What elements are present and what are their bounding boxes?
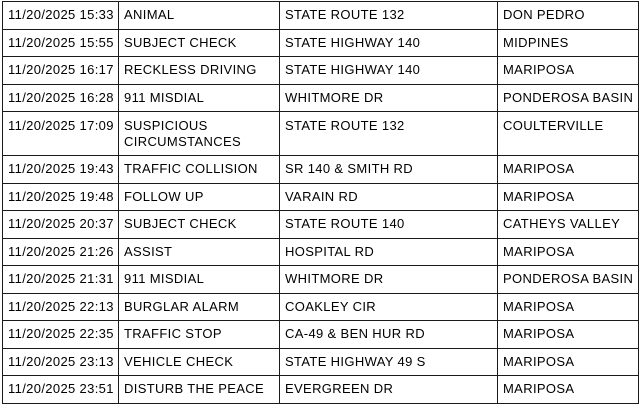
area-cell: DON PEDRO [498, 2, 639, 30]
datetime-cell: 11/20/2025 15:55 [3, 29, 119, 57]
table-row [3, 29, 639, 57]
datetime-cell: 11/20/2025 15:33 [3, 2, 119, 30]
datetime-cell: 11/20/2025 19:43 [3, 156, 119, 184]
table-row [3, 211, 639, 239]
call-type-cell: SUBJECT CHECK [119, 211, 280, 239]
call-type-cell: BURGLAR ALARM [119, 293, 280, 321]
location-cell: STATE HIGHWAY 140 [280, 57, 498, 85]
datetime-cell: 11/20/2025 21:26 [3, 238, 119, 266]
location-cell: STATE HIGHWAY 140 [280, 29, 498, 57]
area-cell: MARIPOSA [498, 156, 639, 184]
table-row [3, 183, 639, 211]
call-type-cell: TRAFFIC COLLISION [119, 156, 280, 184]
area-cell: MARIPOSA [498, 238, 639, 266]
location-cell: COAKLEY CIR [280, 293, 498, 321]
area-cell: PONDEROSA BASIN [498, 266, 639, 294]
table-row [3, 238, 639, 266]
area-cell: COULTERVILLE [498, 112, 639, 156]
table-row [3, 266, 639, 294]
call-type-cell: TRAFFIC STOP [119, 321, 280, 349]
area-cell: MARIPOSA [498, 321, 639, 349]
call-type-cell: SUBJECT CHECK [119, 29, 280, 57]
location-cell: WHITMORE DR [280, 266, 498, 294]
table-row [3, 376, 639, 404]
datetime-cell: 11/20/2025 22:13 [3, 293, 119, 321]
call-type-cell: RECKLESS DRIVING [119, 57, 280, 85]
call-type-cell: 911 MISDIAL [119, 266, 280, 294]
location-cell: STATE ROUTE 132 [280, 112, 498, 156]
call-type-cell: FOLLOW UP [119, 183, 280, 211]
datetime-cell: 11/20/2025 21:31 [3, 266, 119, 294]
table-row [3, 321, 639, 349]
call-type-cell: SUSPICIOUS CIRCUMSTANCES [119, 112, 280, 156]
area-cell: CATHEYS VALLEY [498, 211, 639, 239]
location-cell: STATE HIGHWAY 49 S [280, 348, 498, 376]
table-row [3, 2, 639, 30]
datetime-cell: 11/20/2025 23:51 [3, 376, 119, 404]
location-cell: EVERGREEN DR [280, 376, 498, 404]
area-cell: PONDEROSA BASIN [498, 84, 639, 112]
datetime-cell: 11/20/2025 19:48 [3, 183, 119, 211]
location-cell: STATE ROUTE 140 [280, 211, 498, 239]
call-type-cell: ANIMAL [119, 2, 280, 30]
datetime-cell: 11/20/2025 16:28 [3, 84, 119, 112]
call-type-cell: VEHICLE CHECK [119, 348, 280, 376]
call-type-cell: DISTURB THE PEACE [119, 376, 280, 404]
datetime-cell: 11/20/2025 16:17 [3, 57, 119, 85]
location-cell: HOSPITAL RD [280, 238, 498, 266]
area-cell: MARIPOSA [498, 183, 639, 211]
location-cell: WHITMORE DR [280, 84, 498, 112]
incident-log-table [2, 1, 639, 404]
datetime-cell: 11/20/2025 22:35 [3, 321, 119, 349]
location-cell: CA-49 & BEN HUR RD [280, 321, 498, 349]
location-cell: SR 140 & SMITH RD [280, 156, 498, 184]
call-type-cell: 911 MISDIAL [119, 84, 280, 112]
table-row [3, 57, 639, 85]
area-cell: MARIPOSA [498, 293, 639, 321]
table-row [3, 348, 639, 376]
table-row [3, 293, 639, 321]
table-row [3, 84, 639, 112]
location-cell: VARAIN RD [280, 183, 498, 211]
call-type-cell: ASSIST [119, 238, 280, 266]
table-row [3, 156, 639, 184]
area-cell: MARIPOSA [498, 57, 639, 85]
datetime-cell: 11/20/2025 20:37 [3, 211, 119, 239]
area-cell: MARIPOSA [498, 348, 639, 376]
area-cell: MIDPINES [498, 29, 639, 57]
datetime-cell: 11/20/2025 23:13 [3, 348, 119, 376]
location-cell: STATE ROUTE 132 [280, 2, 498, 30]
area-cell: MARIPOSA [498, 376, 639, 404]
table-row [3, 112, 639, 156]
datetime-cell: 11/20/2025 17:09 [3, 112, 119, 156]
